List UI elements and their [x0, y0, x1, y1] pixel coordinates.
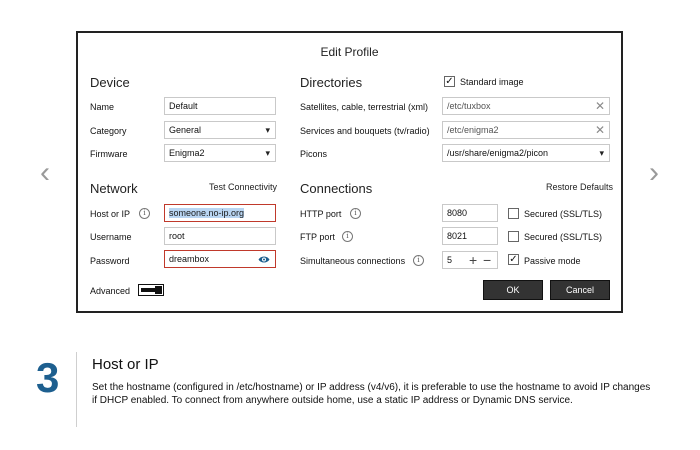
chevron-right-icon[interactable]: ›: [649, 156, 659, 189]
category-select[interactable]: [164, 121, 276, 139]
picons-value: /usr/share/enigma2/picon: [447, 148, 549, 158]
satellites-label: Satellites, cable, terrestrial (xml): [300, 102, 429, 112]
name-field[interactable]: [164, 97, 276, 115]
cancel-button[interactable]: Cancel: [550, 280, 610, 300]
step-description: Set the hostname (configured in /etc/hostname) or IP address (v4/v6), it is preferable to use the hostname to avoid IP changes if DHCP enabled. To connect from anywhere outside home, use a static IP address or Dynamic DNS service.: [92, 382, 651, 406]
step-title: Host or IP: [92, 356, 159, 373]
simultaneous-label: Simultaneous connections: [300, 256, 406, 266]
category-value: General: [169, 125, 202, 135]
advanced-label: Advanced: [90, 286, 131, 296]
chevron-left-icon[interactable]: ‹: [40, 156, 50, 189]
http-port-field[interactable]: [442, 204, 498, 222]
services-field[interactable]: [442, 121, 610, 139]
passive-mode-label: Passive mode: [524, 256, 581, 266]
firmware-value: Enigma2: [169, 148, 205, 158]
standard-image-label: Standard image: [460, 77, 524, 87]
username-label: Username: [90, 232, 132, 242]
http-port-value: 8080: [447, 208, 468, 218]
restore-defaults-link[interactable]: Restore Defaults: [546, 182, 614, 192]
http-secured-checkbox[interactable]: [508, 208, 519, 219]
ok-button[interactable]: OK: [483, 280, 543, 300]
picons-label: Picons: [300, 149, 328, 159]
host-label: Host or IP: [90, 209, 131, 219]
satellites-field[interactable]: [442, 97, 610, 115]
passive-mode-checkbox[interactable]: [508, 254, 519, 265]
password-label: Password: [90, 256, 130, 266]
username-field[interactable]: [164, 227, 276, 245]
host-field[interactable]: [164, 204, 276, 222]
info-icon[interactable]: i: [139, 208, 150, 219]
firmware-select[interactable]: [164, 144, 276, 162]
http-port-label: HTTP port: [300, 209, 342, 219]
password-value: dreambox: [169, 254, 210, 264]
info-icon[interactable]: i: [342, 231, 353, 242]
ftp-secured-label: Secured (SSL/TLS): [524, 232, 603, 242]
network-heading: Network: [90, 181, 138, 196]
firmware-label: Firmware: [90, 149, 128, 159]
standard-image-checkbox[interactable]: [444, 76, 455, 87]
services-value: /etc/enigma2: [447, 125, 499, 135]
username-value: root: [169, 231, 185, 241]
advanced-toggle[interactable]: [138, 284, 164, 296]
checkmark-icon: ✓: [509, 254, 518, 265]
name-value: Default: [169, 101, 198, 111]
host-value: someone.no-ip.org: [169, 208, 245, 218]
simultaneous-stepper[interactable]: [442, 251, 498, 269]
ftp-port-field[interactable]: [442, 227, 498, 245]
ftp-secured-checkbox[interactable]: [508, 231, 519, 242]
directories-heading: Directories: [300, 75, 363, 90]
picons-select[interactable]: [442, 144, 610, 162]
name-label: Name: [90, 102, 115, 112]
http-secured-label: Secured (SSL/TLS): [524, 209, 603, 219]
info-icon[interactable]: i: [350, 208, 361, 219]
password-field[interactable]: [164, 250, 276, 268]
edit-profile-dialog: [76, 31, 623, 313]
checkmark-icon: ✓: [445, 76, 454, 87]
step-number: 3: [36, 354, 60, 401]
plus-icon[interactable]: +: [469, 252, 478, 268]
dialog-title: Edit Profile: [320, 45, 379, 59]
eye-icon[interactable]: [258, 255, 270, 264]
ftp-port-value: 8021: [447, 231, 468, 241]
ftp-port-label: FTP port: [300, 232, 335, 242]
satellites-value: /etc/tuxbox: [447, 101, 491, 111]
device-heading: Device: [90, 75, 130, 90]
toggle-track: [141, 288, 155, 292]
info-icon[interactable]: i: [413, 255, 424, 266]
simultaneous-value: 5: [447, 255, 453, 265]
connections-heading: Connections: [300, 181, 373, 196]
toggle-knob: [155, 286, 162, 294]
category-label: Category: [90, 126, 127, 136]
step-divider: [76, 352, 77, 427]
test-connectivity-link[interactable]: Test Connectivity: [209, 182, 278, 192]
close-icon[interactable]: ✕: [594, 99, 605, 113]
services-label: Services and bouquets (tv/radio): [300, 126, 430, 136]
close-icon[interactable]: ✕: [594, 123, 605, 137]
minus-icon[interactable]: −: [483, 252, 492, 268]
